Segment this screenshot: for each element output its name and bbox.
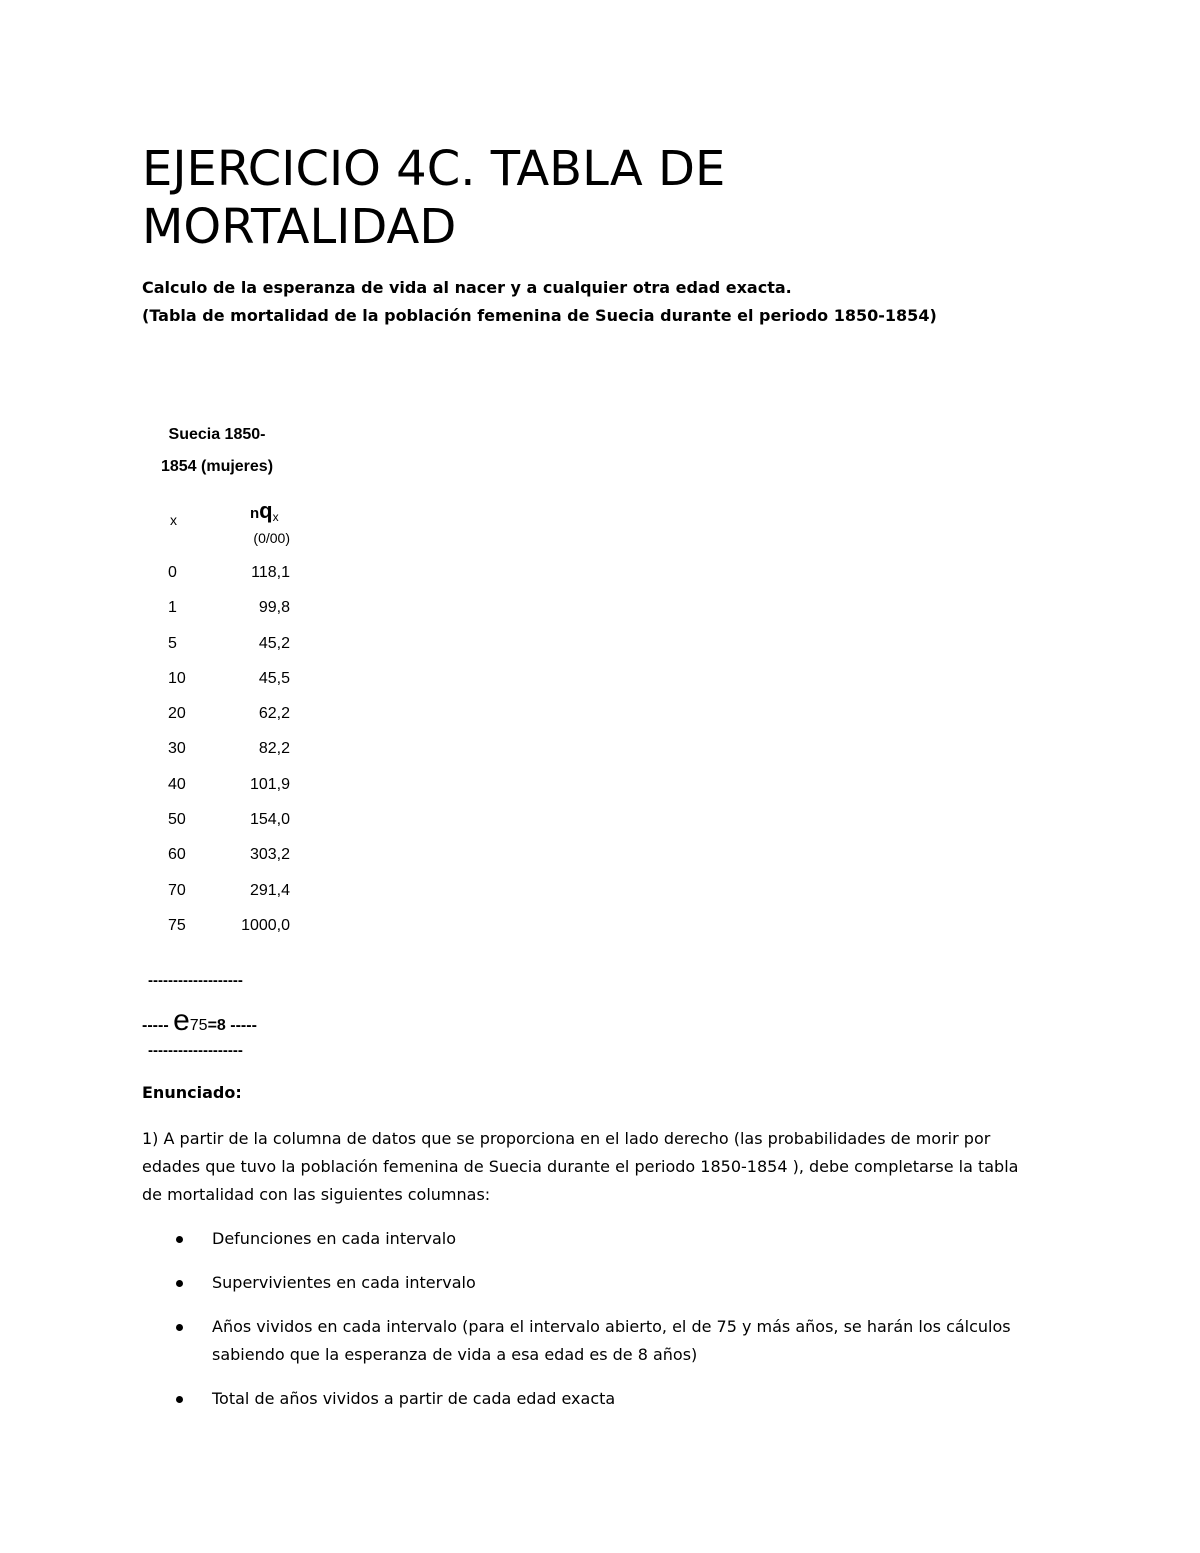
right-dashes: ----- [225,1017,257,1034]
list-item [142,1269,1022,1297]
table-row [142,917,302,952]
column-header-n: n [250,505,260,522]
list-item-text: Supervivientes en cada intervalo [212,1273,476,1292]
bullet-icon [176,1396,183,1403]
bullet-icon [176,1324,183,1331]
table-row [142,670,302,705]
cell-nqx: 62,2 [258,705,290,723]
e-subscript: 75 [189,1017,208,1034]
list-item [142,1385,1022,1413]
list-item [142,1313,1022,1369]
table-row [142,776,302,811]
table-row [142,635,302,670]
cell-nqx: 99,8 [258,599,290,617]
table-rows [142,564,302,952]
column-header-nqx [250,498,279,524]
left-dashes: ----- [142,1017,174,1034]
cell-nqx: 303,2 [249,846,290,864]
cell-nqx: 82,2 [258,740,290,758]
cell-x: 5 [168,634,177,652]
table-row [142,564,302,599]
cell-nqx: 45,5 [258,669,290,687]
column-header-sub-x: x [272,510,279,524]
separator-line-top: ------------------- [148,972,243,989]
list-item-text: Total de años vividos a partir de cada edad exacta [212,1389,616,1408]
list-item-text: Años vividos en cada intervalo (para el intervalo abierto, el de 75 y más años, se harán los cálculos sabiendo que la esperanza de vida a esa edad es de 8 años) [212,1317,1011,1364]
separator-line-bottom: ------------------- [148,1042,243,1059]
table-title-line-2: 1854 (mujeres) [160,458,274,475]
cell-x: 1 [168,599,177,617]
table-title-line-1: Suecia 1850- [168,426,266,443]
e-symbol: e [173,1004,190,1037]
statement-paragraph: 1) A partir de la columna de datos que se proporciona en el lado derecho (las probabilidades de morir por edades que tuvo la población femenina de Suecia durante el periodo 1850-1854 ), debe completarse la tabla de mortalidad con las siguientes columnas: [142,1129,1019,1204]
subtitle-line-1: Calculo de la esperanza de vida al nacer y a cualquier otra edad exacta. [142,278,792,297]
table-row [142,599,302,634]
cell-nqx: 45,2 [258,634,290,652]
subtitle-line-2: (Tabla de mortalidad de la población femenina de Suecia durante el periodo 1850-1854) [142,306,937,325]
cell-x: 0 [168,564,177,581]
cell-x: 60 [168,846,186,864]
cell-x: 75 [168,916,186,934]
cell-x: 30 [168,740,186,758]
cell-x: 50 [168,811,186,829]
column-header-x: x [170,512,177,528]
statement-heading: Enunciado: [142,1083,242,1102]
cell-x: 70 [168,881,186,899]
cell-nqx: 291,4 [249,881,290,899]
table-row [142,705,302,740]
column-header-unit: (0/00) [253,530,290,546]
column-header-q: q [259,498,273,523]
table-row [142,740,302,775]
column-list [142,1225,1022,1429]
list-item-text: Defunciones en cada intervalo [212,1229,457,1248]
bullet-icon [176,1236,183,1243]
cell-x: 40 [168,775,186,793]
table-row [142,882,302,917]
life-expectancy-note [142,1004,257,1038]
cell-x: 20 [168,705,186,723]
cell-nqx: 1000,0 [241,916,290,934]
table-row [142,846,302,881]
list-item [142,1225,1022,1253]
bullet-icon [176,1280,183,1287]
cell-nqx: 118,1 [251,564,290,581]
e-value: =8 [207,1017,226,1034]
cell-nqx: 101,9 [249,775,290,793]
page-title: EJERCICIO 4C. TABLA DE MORTALIDAD [142,141,726,255]
cell-nqx: 154,0 [249,811,290,829]
cell-x: 10 [168,669,186,687]
table-row [142,811,302,846]
